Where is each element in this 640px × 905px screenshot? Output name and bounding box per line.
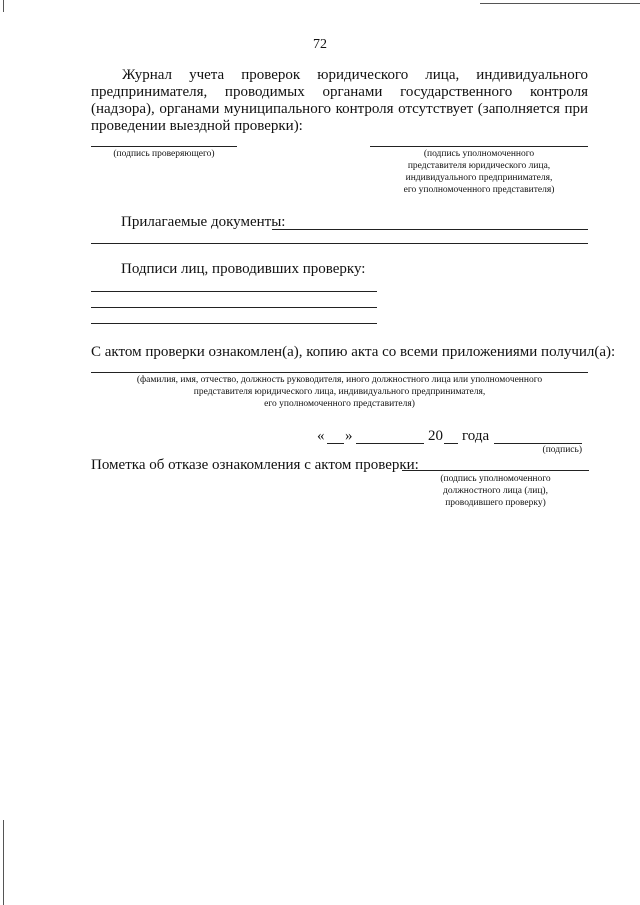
- date-year-suffix: года: [462, 428, 490, 444]
- date-signature-caption: (подпись): [542, 445, 582, 455]
- acknowledgement-caption: [91, 374, 588, 410]
- acknowledgement-caption-line-1: (фамилия, имя, отчество, должность руководителя, иного должностного лица или уполномоченного: [136, 375, 543, 385]
- inspector-signature-line[interactable]: [91, 146, 237, 147]
- date-day-line[interactable]: [327, 443, 344, 444]
- acknowledgement-caption-line-3: его уполномоченного представителя): [264, 399, 415, 409]
- acknowledgement-label: С актом проверки ознакомлен(а), копию акта со всеми приложениями получил(а):: [91, 344, 616, 360]
- attached-documents-label: Прилагаемые документы:: [121, 214, 286, 230]
- representative-caption-line-3: индивидуального предпринимателя,: [405, 173, 553, 183]
- representative-caption-line-4: его уполномоченного представителя): [403, 185, 555, 195]
- refusal-caption-line-3: проводившего проверку): [445, 498, 546, 508]
- refusal-label: Пометка об отказе ознакомления с актом проверки:: [91, 457, 419, 473]
- inspector-signature-line-1[interactable]: [91, 291, 377, 292]
- scan-edge-bottom-left: [3, 820, 4, 905]
- representative-signature-line[interactable]: [370, 146, 588, 147]
- representative-signature-caption: [370, 148, 588, 196]
- refusal-caption-line-1: (подпись уполномоченного: [440, 474, 551, 484]
- scan-edge-top-right: [480, 3, 640, 4]
- refusal-caption-line-2: должностного лица (лиц),: [443, 486, 548, 496]
- journal-paragraph: Журнал учета проверок юридического лица, индивидуального предпринимателя, проводимых органами государственного контроля (надзора), органами муниципального контроля отсутствует (заполняется при проведении выездной проверки):: [91, 67, 588, 134]
- date-close-quote: »: [345, 428, 353, 444]
- date-month-line[interactable]: [356, 443, 424, 444]
- page-number: 72: [313, 37, 327, 52]
- attached-documents-line-1[interactable]: [272, 229, 588, 230]
- inspectors-signatures-label: Подписи лиц, проводивших проверку:: [121, 261, 366, 277]
- acknowledgement-caption-line-2: представителя юридического лица, индивидуального предпринимателя,: [193, 387, 486, 397]
- refusal-signature-line[interactable]: [402, 470, 589, 471]
- date-year-prefix: 20: [428, 428, 443, 444]
- date-year-line[interactable]: [444, 443, 458, 444]
- refusal-caption: [402, 473, 589, 509]
- representative-caption-line-1: (подпись уполномоченного: [423, 149, 535, 159]
- inspector-signature-caption: (подпись проверяющего): [113, 149, 215, 159]
- inspector-signature-line-2[interactable]: [91, 307, 377, 308]
- representative-caption-line-2: представителя юридического лица,: [407, 161, 551, 171]
- inspector-signature-line-3[interactable]: [91, 323, 377, 324]
- date-open-quote: «: [317, 428, 325, 444]
- acknowledgement-line[interactable]: [91, 372, 588, 373]
- scan-edge-top-left: [3, 0, 4, 12]
- attached-documents-line-2[interactable]: [91, 243, 588, 244]
